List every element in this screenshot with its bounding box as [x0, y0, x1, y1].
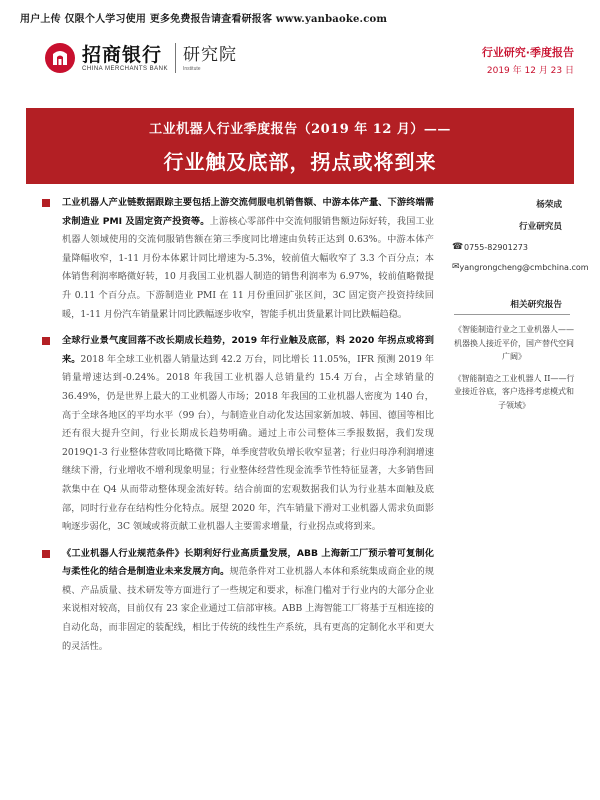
analyst-sidebar: [452, 198, 589, 412]
email-address[interactable]: yangrongcheng@cmbchina.com: [459, 262, 589, 272]
phone-number: 0755-82901273: [464, 242, 528, 252]
report-type: 行业研究·季度报告: [481, 46, 574, 59]
watermark-text: 用户上传 仅限个人学习使用 更多免费报告请查看研报客 www.yanbaoke.com: [20, 14, 388, 25]
bank-logo: [44, 40, 237, 76]
bullet-icon: [42, 199, 50, 207]
phone-icon: ☎: [452, 242, 464, 252]
bullet-icon: [42, 337, 50, 345]
paragraph-body: 上游核心零部件中交流伺服销售额边际好转，我国工业机器人领域使用的交流伺服销售额在第三季度同比增速由负转正达到 0.63%。中游本体产量降幅收窄，1-11 月份本体累计同比增速为-5.3%，较前值大幅收窄了 3.3 个百分点；本体销售利润率略微好转，10 月我国工业机器人制造的销售利润率为 6.97%，较前值略微提升 0.11 个百分点。下游制造业 PMI 在 11 月份重回扩张区间，3C 固定资产投资持续回暖，1-11 月份汽车销量累计同比跌幅逐步收窄，智能手机出货量累计同比跌幅趋稳。: [62, 215, 434, 320]
bullet-icon: [42, 550, 50, 558]
bank-logo-icon: [44, 42, 76, 74]
institute-name-cn: 研究院: [183, 45, 238, 65]
email-contact: [452, 262, 589, 272]
summary-paragraph: [42, 332, 434, 537]
institute-name-en: Institute: [183, 66, 201, 72]
logo-divider: [175, 43, 176, 73]
bank-name-en: CHINA MERCHANTS BANK: [82, 66, 169, 72]
report-date: 2019 年 12 月 23 日: [486, 66, 574, 76]
related-reports-heading: 相关研究报告: [510, 300, 562, 310]
title-banner: [26, 108, 574, 184]
paragraph-lead: 《工业机器人行业规范条件》长期利好行业高质量发展，ABB 上海新工厂预示着可复制化与柔性化的结合是制造业未来发展方向。: [62, 547, 434, 578]
report-title: 行业触及底部，拐点或将到来: [163, 150, 437, 174]
paragraph-body: 2018 年全球工业机器人销量达到 42.2 万台，同比增长 11.05%，IFR 预测 2019 年销量增速达到-0.24%。2018 年我国工业机器人总销量约 15.4 万台，占全球销量的 36.49%，仍是世界上最大的工业机器人市场；2018 年我国的工业机器人密度为 140 台，高于全球各地区的平均水平（99 台），与制造业自动化发达国家新加坡、韩国、德国等相比还有很大提升空间，行业长期成长趋势明确。通过上市公司整体三季报数据，我们发现 2019Q1-3 行业整体营收同比略微下降，单季度营收负增长收窄显著；行业归母净利润增速继续下滑，行业增收不增利现象明显；行业整体经营性现金流季节性特征显著，大多销售回款集中在 Q4 从而带动整体现金流好转。结合前面的宏观数据我们认为行业基本面触及底部，同时行业存在结构性分化特点。展望 2020 年，汽车销量下滑对工业机器人需求负面影响逐步弱化，3C 领域或将贡献工业机器人主要需求增量，行业拐点或将到来。: [62, 353, 434, 533]
paragraph-lead: 工业机器人产业链数据跟踪主要包括上游交流伺服电机销售额、中游本体产量、下游终端需求制造业 PMI 及固定资产投资等。: [62, 197, 434, 227]
email-icon: ✉: [452, 262, 460, 272]
summary-paragraph: [42, 545, 434, 657]
related-report-link[interactable]: 《智能制造行业之工业机器人——机器换人接近平价，国产替代空间广阔》: [454, 325, 574, 361]
summary-paragraph: [42, 194, 434, 324]
bank-name-cn: 招商银行: [82, 44, 163, 66]
paragraph-body: 规范条件对工业机器人本体和系统集成商企业的规模、产品质量、技术研发等方面进行了一些规定和要求，标准门槛对于行业内的大部分企业来说相对较高，目前仅有 23 家企业通过工信部审核。ABB 上海智能工厂将基于互相连接的自动化岛，而非固定的装配线，相比于传统的线性生产系统，具有更高的定制化水平和更大的灵活性。: [62, 566, 435, 652]
analyst-role: 行业研究员: [519, 222, 562, 232]
summary-body: [42, 194, 434, 656]
paragraph-lead: 全球行业景气度回落不改长期成长趋势，2019 年行业触及底部，料 2020 年拐点或将到来。: [62, 335, 434, 365]
sidebar-divider: [454, 314, 570, 315]
analyst-name: 杨荣成: [536, 200, 562, 210]
report-subtitle: 工业机器人行业季度报告（2019 年 12 月）——: [149, 122, 451, 137]
related-report-link[interactable]: 《智能制造之工业机器人 II——行业接近谷底，客户选择考虑模式和子领域》: [453, 373, 575, 410]
phone-contact: [452, 242, 582, 252]
